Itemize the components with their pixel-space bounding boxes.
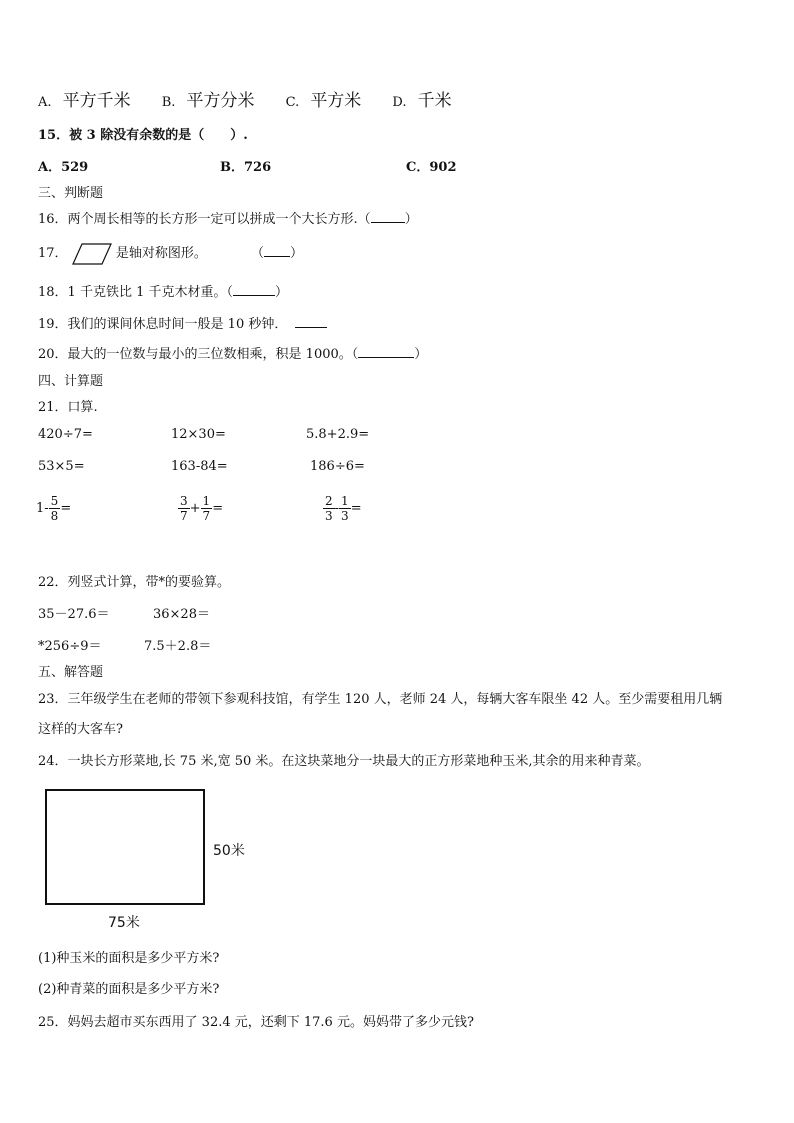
fraction-5-8 bbox=[49, 494, 61, 523]
q19 bbox=[38, 313, 327, 332]
q21-fraction-expr-1 bbox=[36, 494, 71, 523]
q16 bbox=[38, 208, 418, 227]
q21-stem: 21．口算. bbox=[38, 400, 98, 415]
fraction-1-7 bbox=[201, 494, 213, 523]
q14-option-d-text: 千米 bbox=[417, 91, 452, 111]
q15-option-c: C．902 bbox=[406, 160, 457, 175]
q17-number: 17． bbox=[38, 246, 68, 261]
q17-answer-blank[interactable] bbox=[264, 244, 290, 257]
denominator: 3 bbox=[325, 509, 333, 523]
q22-r1-c2: 36×28＝ bbox=[153, 607, 210, 622]
q18-answer-blank[interactable] bbox=[233, 283, 275, 296]
q24-sub-2: (2)种青菜的面积是多少平方米? bbox=[38, 982, 220, 997]
q17-open: （ bbox=[250, 246, 264, 261]
numerator: 2 bbox=[325, 494, 333, 508]
section-heading-calculation: 四、计算题 bbox=[38, 374, 104, 389]
q21-f1-equals: = bbox=[60, 501, 72, 516]
q14-option-c-text: 平方米 bbox=[310, 91, 362, 111]
q18-close: ） bbox=[274, 285, 288, 300]
numerator: 1 bbox=[341, 494, 349, 508]
q14-option-b-label: B. bbox=[161, 95, 176, 110]
section-heading-judgement: 三、判断题 bbox=[38, 186, 104, 201]
q21-r2-c3: 186÷6= bbox=[310, 459, 365, 474]
q16-close: ） bbox=[404, 212, 418, 227]
operator: + bbox=[189, 501, 201, 516]
q14-options bbox=[38, 86, 452, 111]
denominator: 3 bbox=[341, 509, 349, 523]
fraction-1-3 bbox=[339, 494, 351, 523]
q19-text: 19．我们的课间休息时间一般是 10 秒钟． bbox=[38, 317, 288, 332]
numerator: 3 bbox=[180, 494, 188, 508]
q15-stem: 15．被 3 除没有余数的是（ ）. bbox=[38, 128, 248, 143]
q20 bbox=[38, 343, 427, 362]
q21-r1-c3: 5.8+2.9= bbox=[306, 427, 370, 442]
q17-close: ） bbox=[290, 246, 304, 261]
equals: = bbox=[350, 501, 362, 516]
q21-f1-prefix: 1- bbox=[36, 501, 49, 516]
q23-line-2: 这样的大客车? bbox=[38, 722, 123, 737]
q19-answer-blank[interactable] bbox=[295, 315, 327, 328]
q14-option-a-text: 平方千米 bbox=[62, 91, 131, 111]
q18-text: 18．1 千克铁比 1 千克木材重。（ bbox=[38, 285, 233, 300]
q16-answer-blank[interactable] bbox=[371, 210, 405, 223]
q25-text: 25．妈妈去超市买东西用了 32.4 元，还剩下 17.6 元。妈妈带了多少元钱? bbox=[38, 1015, 474, 1030]
denominator: 7 bbox=[180, 509, 188, 523]
section-heading-word-problems: 五、解答题 bbox=[38, 665, 104, 680]
q22-r2-c2: 7.5＋2.8＝ bbox=[144, 639, 212, 654]
denominator: 7 bbox=[202, 509, 211, 523]
equals: = bbox=[212, 501, 224, 516]
width-label: 50米 bbox=[213, 843, 245, 859]
q22-r1-c1: 35－27.6＝ bbox=[38, 607, 110, 622]
q15-option-b: B．726 bbox=[220, 160, 272, 175]
q24-sub-1: (1)种玉米的面积是多少平方米? bbox=[38, 951, 220, 966]
denominator: 8 bbox=[50, 509, 59, 523]
numerator: 5 bbox=[50, 494, 59, 508]
q14-option-b-text: 平方分米 bbox=[186, 91, 255, 111]
q22-stem: 22．列竖式计算，带*的要验算。 bbox=[38, 575, 231, 590]
q21-r1-c2: 12×30= bbox=[171, 427, 226, 442]
q17-text: 是轴对称图形。 bbox=[115, 246, 207, 261]
parallelogram-figure bbox=[72, 243, 112, 265]
q21-fraction-expr-3 bbox=[323, 494, 362, 523]
rectangle-field-figure bbox=[45, 789, 205, 905]
q24-stem: 24．一块长方形菜地,长 75 米,宽 50 米。在这块菜地分一块最大的正方形菜地种玉米,其余的用来种青菜。 bbox=[38, 754, 650, 769]
q14-option-c-label: C. bbox=[285, 95, 300, 110]
operator: - bbox=[334, 501, 340, 516]
q20-answer-blank[interactable] bbox=[358, 345, 414, 358]
q16-text: 16．两个周长相等的长方形一定可以拼成一个大长方形.（ bbox=[38, 212, 371, 227]
q21-r2-c2: 163-84= bbox=[171, 459, 228, 474]
q15-option-a: A．529 bbox=[38, 160, 89, 175]
q20-text: 20．最大的一位数与最小的三位数相乘，积是 1000。（ bbox=[38, 347, 359, 362]
q21-r2-c1: 53×5= bbox=[38, 459, 85, 474]
length-label: 75米 bbox=[108, 915, 140, 931]
fraction-3-7 bbox=[178, 494, 190, 523]
numerator: 1 bbox=[202, 494, 211, 508]
q22-r2-c1: *256÷9＝ bbox=[38, 639, 102, 654]
q14-option-a-label: A. bbox=[38, 95, 52, 110]
q18 bbox=[38, 281, 288, 300]
q14-option-d-label: D. bbox=[392, 95, 407, 110]
q23-line-1: 23．三年级学生在老师的带领下参观科技馆，有学生 120 人，老师 24 人，每辆大客车限坐 42 人。至少需要租用几辆 bbox=[38, 692, 723, 707]
q21-fraction-expr-2 bbox=[178, 494, 223, 523]
q17 bbox=[38, 242, 303, 265]
q21-r1-c1: 420÷7= bbox=[38, 427, 93, 442]
fraction-2-3 bbox=[323, 494, 335, 523]
q20-close: ） bbox=[414, 347, 428, 362]
